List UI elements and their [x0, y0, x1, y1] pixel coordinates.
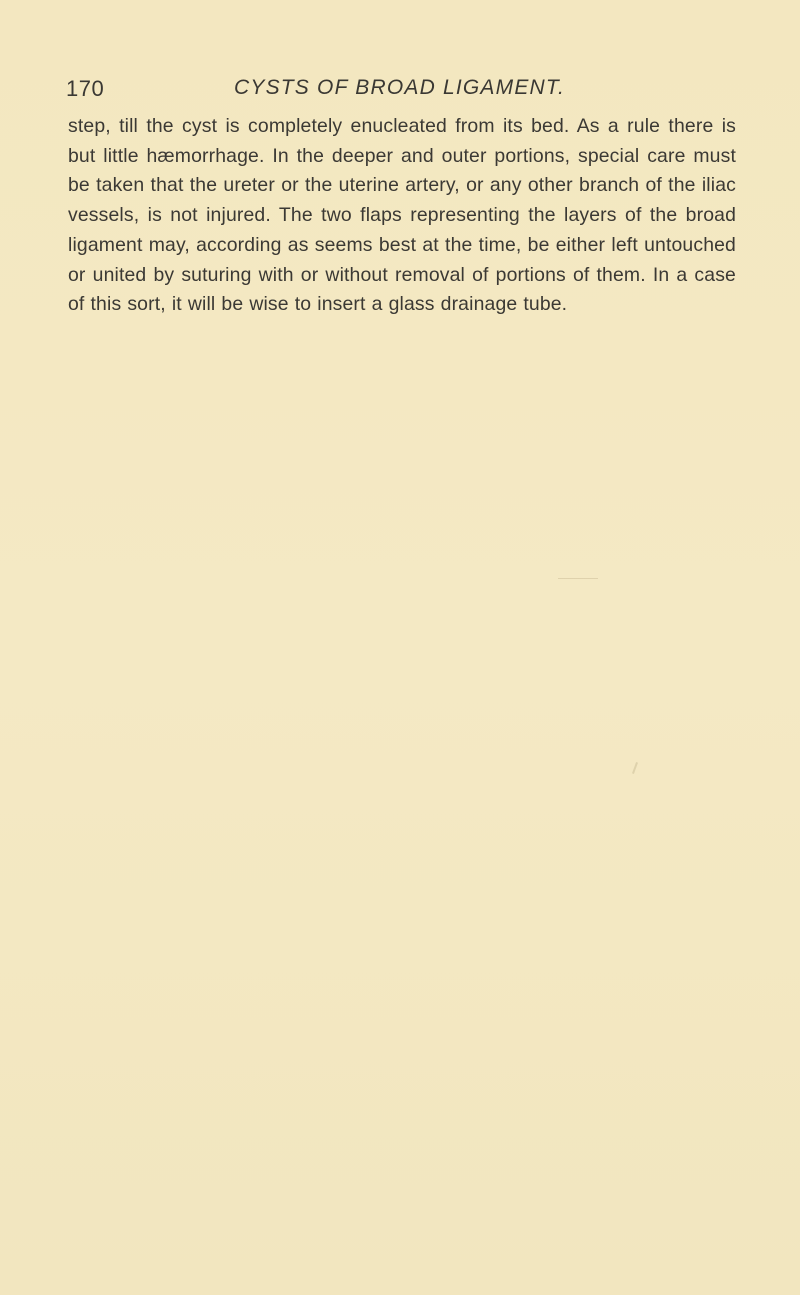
page-number: 170: [66, 76, 105, 101]
page-header: [66, 76, 746, 110]
paper-blemish: [558, 578, 598, 579]
running-title: CYSTS OF BROAD LIGAMENT.: [234, 76, 566, 99]
paper-blemish: [632, 762, 638, 774]
body-paragraph: step, till the cyst is completely enucleated from its bed. As a rule there is but little hæmorrhage. In the deeper and outer portions, special care must be taken that the ureter or the uterine artery, or any other branch of the iliac vessels, is not injured. The two flaps representing the layers of the broad ligament may, according as seems best at the time, be either left untouched or united by suturing with or without removal of portions of them. In a case of this sort, it will be wise to insert a glass drainage tube.: [68, 115, 736, 316]
